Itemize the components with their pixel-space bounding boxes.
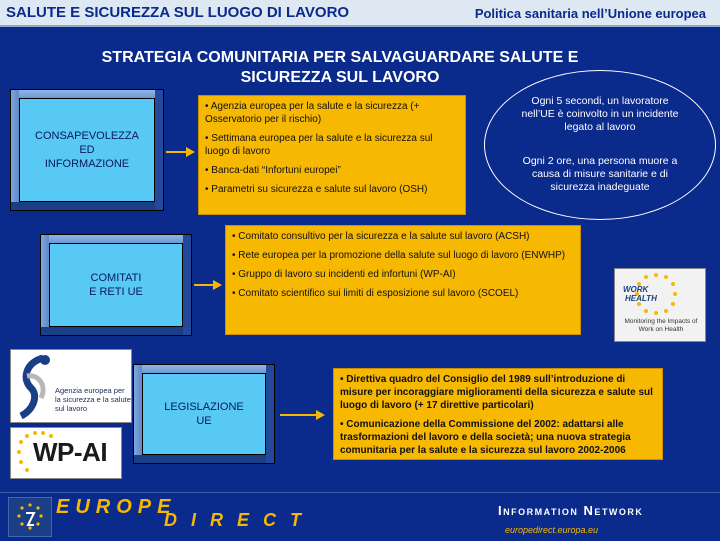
footer-europe-text: EUROPE xyxy=(56,496,177,518)
arrow-committees-head xyxy=(213,280,222,290)
box-committees-label: COMITATI E RETI UE xyxy=(49,243,183,327)
wpai-logo xyxy=(10,427,122,479)
list-item: • Rete europea per la promozione della salute sul luogo di lavoro (ENWHP) xyxy=(232,250,566,261)
statistic-accidents: Ogni 5 secondi, un lavoratore nell’UE è coinvolto in un incidente legato al lavoro xyxy=(521,95,679,133)
agency-logo-icon xyxy=(13,354,57,420)
work-health-line2: HEALTH xyxy=(625,294,657,303)
header-left-title: SALUTE E SICUREZZA SUL LUOGO DI LAVORO xyxy=(6,4,350,21)
list-item: • Gruppo di lavoro su incidenti ed infortuni (WP-AI) xyxy=(232,269,456,280)
panel-awareness xyxy=(198,95,466,215)
page-title: STRATEGIA COMUNITARIA PER SALVAGUARDARE SALUTE E SICUREZZA SUL LAVORO xyxy=(101,49,579,86)
list-item: • Settimana europea per la salute e la sicurezza sul luogo di lavoro xyxy=(205,133,433,157)
list-item: • Banca-dati “Infortuni europei” xyxy=(205,165,341,176)
list-item: • Direttiva quadro del Consiglio del 1989 sull’introduzione di misure per incoraggiare miglioramenti della sicurezza e salute sul luogo di lavoro (+ 17 direttive particolari) xyxy=(340,374,653,411)
eu-osha-logo xyxy=(10,349,132,423)
arrow-awareness xyxy=(166,151,186,153)
arrow-legislation-head xyxy=(316,410,325,420)
box-awareness xyxy=(10,89,164,211)
list-item: • Agenzia europea per la salute e la sicurezza (+ Osservatorio per il rischio) xyxy=(205,101,420,125)
arrow-awareness-head xyxy=(186,147,195,157)
list-item: • Comitato scientifico sui limiti di esposizione sul lavoro (SCOEL) xyxy=(232,288,519,299)
arrow-committees xyxy=(194,284,213,286)
list-item: • Parametri su sicurezza e salute sul lavoro (OSH) xyxy=(205,184,428,195)
work-health-caption: Monitoring the Impacts of Work on Health xyxy=(624,318,698,333)
footer-info-network: Information Network xyxy=(498,503,644,518)
work-health-line1: WORK xyxy=(623,285,649,294)
agency-logo-text: Agenzia europea per la sicurezza e la salute sul lavoro xyxy=(55,386,131,413)
statistic-deaths: Ogni 2 ore, una persona muore a causa di misure sanitarie e di sicurezza inadeguate xyxy=(522,155,678,193)
box-committees xyxy=(40,234,192,336)
footer-direct-text: DIRECT xyxy=(164,510,315,530)
europe-direct-logo-icon xyxy=(8,497,52,537)
work-health-logo xyxy=(614,268,706,342)
arrow-legislation xyxy=(280,414,316,416)
statistics-ellipse xyxy=(484,70,716,220)
box-legislation xyxy=(133,364,275,464)
list-item: • Comunicazione della Commissione del 2002: adattarsi alle trasformazioni del lavoro e della società; una nuova strategia comunitaria per la salute e la sicurezza sul lavoro 2002-2006 xyxy=(340,419,631,456)
panel-legislation xyxy=(333,368,663,460)
header-right-title: Politica sanitaria nell’Unione europea xyxy=(474,6,706,21)
list-item: • Comitato consultivo per la sicurezza e la salute sul lavoro (ACSH) xyxy=(232,231,530,242)
panel-committees xyxy=(225,225,581,335)
box-awareness-label: CONSAPEVOLEZZA ED INFORMAZIONE xyxy=(19,98,155,202)
wpai-logo-text: WP-AI xyxy=(33,437,108,467)
box-legislation-label: LEGISLAZIONE UE xyxy=(142,373,266,455)
footer-url-link[interactable]: europedirect.europa.eu xyxy=(505,525,599,535)
